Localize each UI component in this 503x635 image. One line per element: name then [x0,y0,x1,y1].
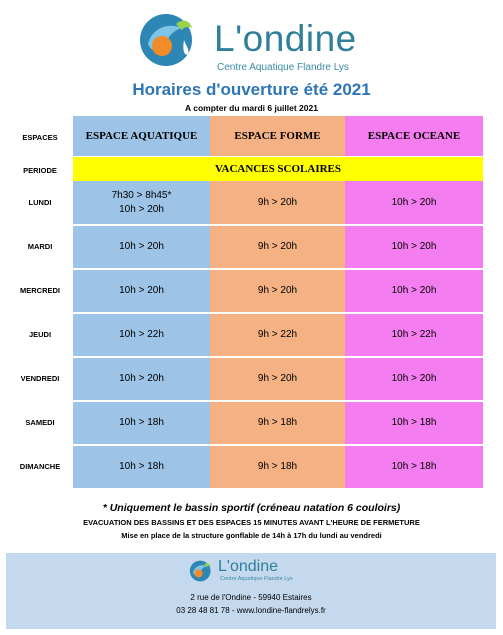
periode-banner: VACANCES SCOLAIRES [73,157,483,181]
day-label: MARDI [27,242,53,251]
cell-oceane: 10h > 18h [345,446,483,490]
header-espace-oceane: ESPACE OCEANE [345,116,483,156]
cell-oceane: 10h > 18h [345,402,483,446]
cell-aquatique [73,181,210,226]
logo [138,10,378,72]
time-range: 7h30 > 8h45* [111,189,172,201]
footer-contact[interactable]: 03 28 48 81 78 - www.londine-flandrelys.fr [176,606,326,615]
label-periode: PERIODE [23,166,57,175]
brand-name: L'ondine [214,18,357,59]
day-label: VENDREDI [20,374,60,383]
cell-oceane: 10h > 20h [345,358,483,402]
cell-aquatique: 10h > 20h [73,226,210,270]
londine-logo-icon [189,559,213,583]
cell-aquatique: 10h > 18h [73,446,210,490]
header-espace-forme: ESPACE FORME [210,116,345,156]
cell-aquatique: 10h > 22h [73,314,210,358]
cell-forme: 9h > 18h [210,446,345,490]
cell-aquatique: 10h > 20h [73,270,210,314]
footer-address: 2 rue de l'Ondine - 59940 Estaires [190,593,312,602]
footer [6,553,496,629]
page-title: Horaires d'ouverture été 2021 [132,80,371,99]
cell-forme: 9h > 20h [210,270,345,314]
header-espace-aquatique: ESPACE AQUATIQUE [73,116,210,156]
day-label: DIMANCHE [19,462,61,471]
cell-forme: 9h > 20h [210,226,345,270]
cell-oceane: 10h > 20h [345,181,483,226]
day-label: JEUDI [28,330,52,339]
cell-oceane: 10h > 20h [345,270,483,314]
day-label: MERCREDI [19,286,60,295]
brand-subtitle: Centre Aquatique Flandre Lys [217,62,349,73]
cell-forme: 9h > 22h [210,314,345,358]
time-range: 10h > 20h [119,203,164,215]
day-label: SAMEDI [25,418,55,427]
cell-oceane: 10h > 22h [345,314,483,358]
footer-brand-subtitle: Centre Aquatique Flandre Lys [220,576,293,582]
label-espaces: ESPACES [22,133,58,142]
gonflable-note: Mise en place de la structure gonflable de 14h à 17h du lundi au vendredi [121,531,382,540]
londine-logo-icon [138,10,198,70]
cell-aquatique: 10h > 20h [73,358,210,402]
cell-aquatique: 10h > 18h [73,402,210,446]
page-subtitle: A compter du mardi 6 juillet 2021 [185,103,318,113]
footer-brand-name: L'ondine [218,558,278,575]
evacuation-note: EVACUATION DES BASSINS ET DES ESPACES 15 MINUTES AVANT L'HEURE DE FERMETURE [83,518,420,527]
cell-forme: 9h > 20h [210,181,345,226]
cell-oceane: 10h > 20h [345,226,483,270]
asterisk-note: * Uniquement le bassin sportif (créneau natation 6 couloirs) [102,502,401,514]
cell-forme: 9h > 20h [210,358,345,402]
cell-forme: 9h > 18h [210,402,345,446]
day-label: LUNDI [28,198,52,207]
